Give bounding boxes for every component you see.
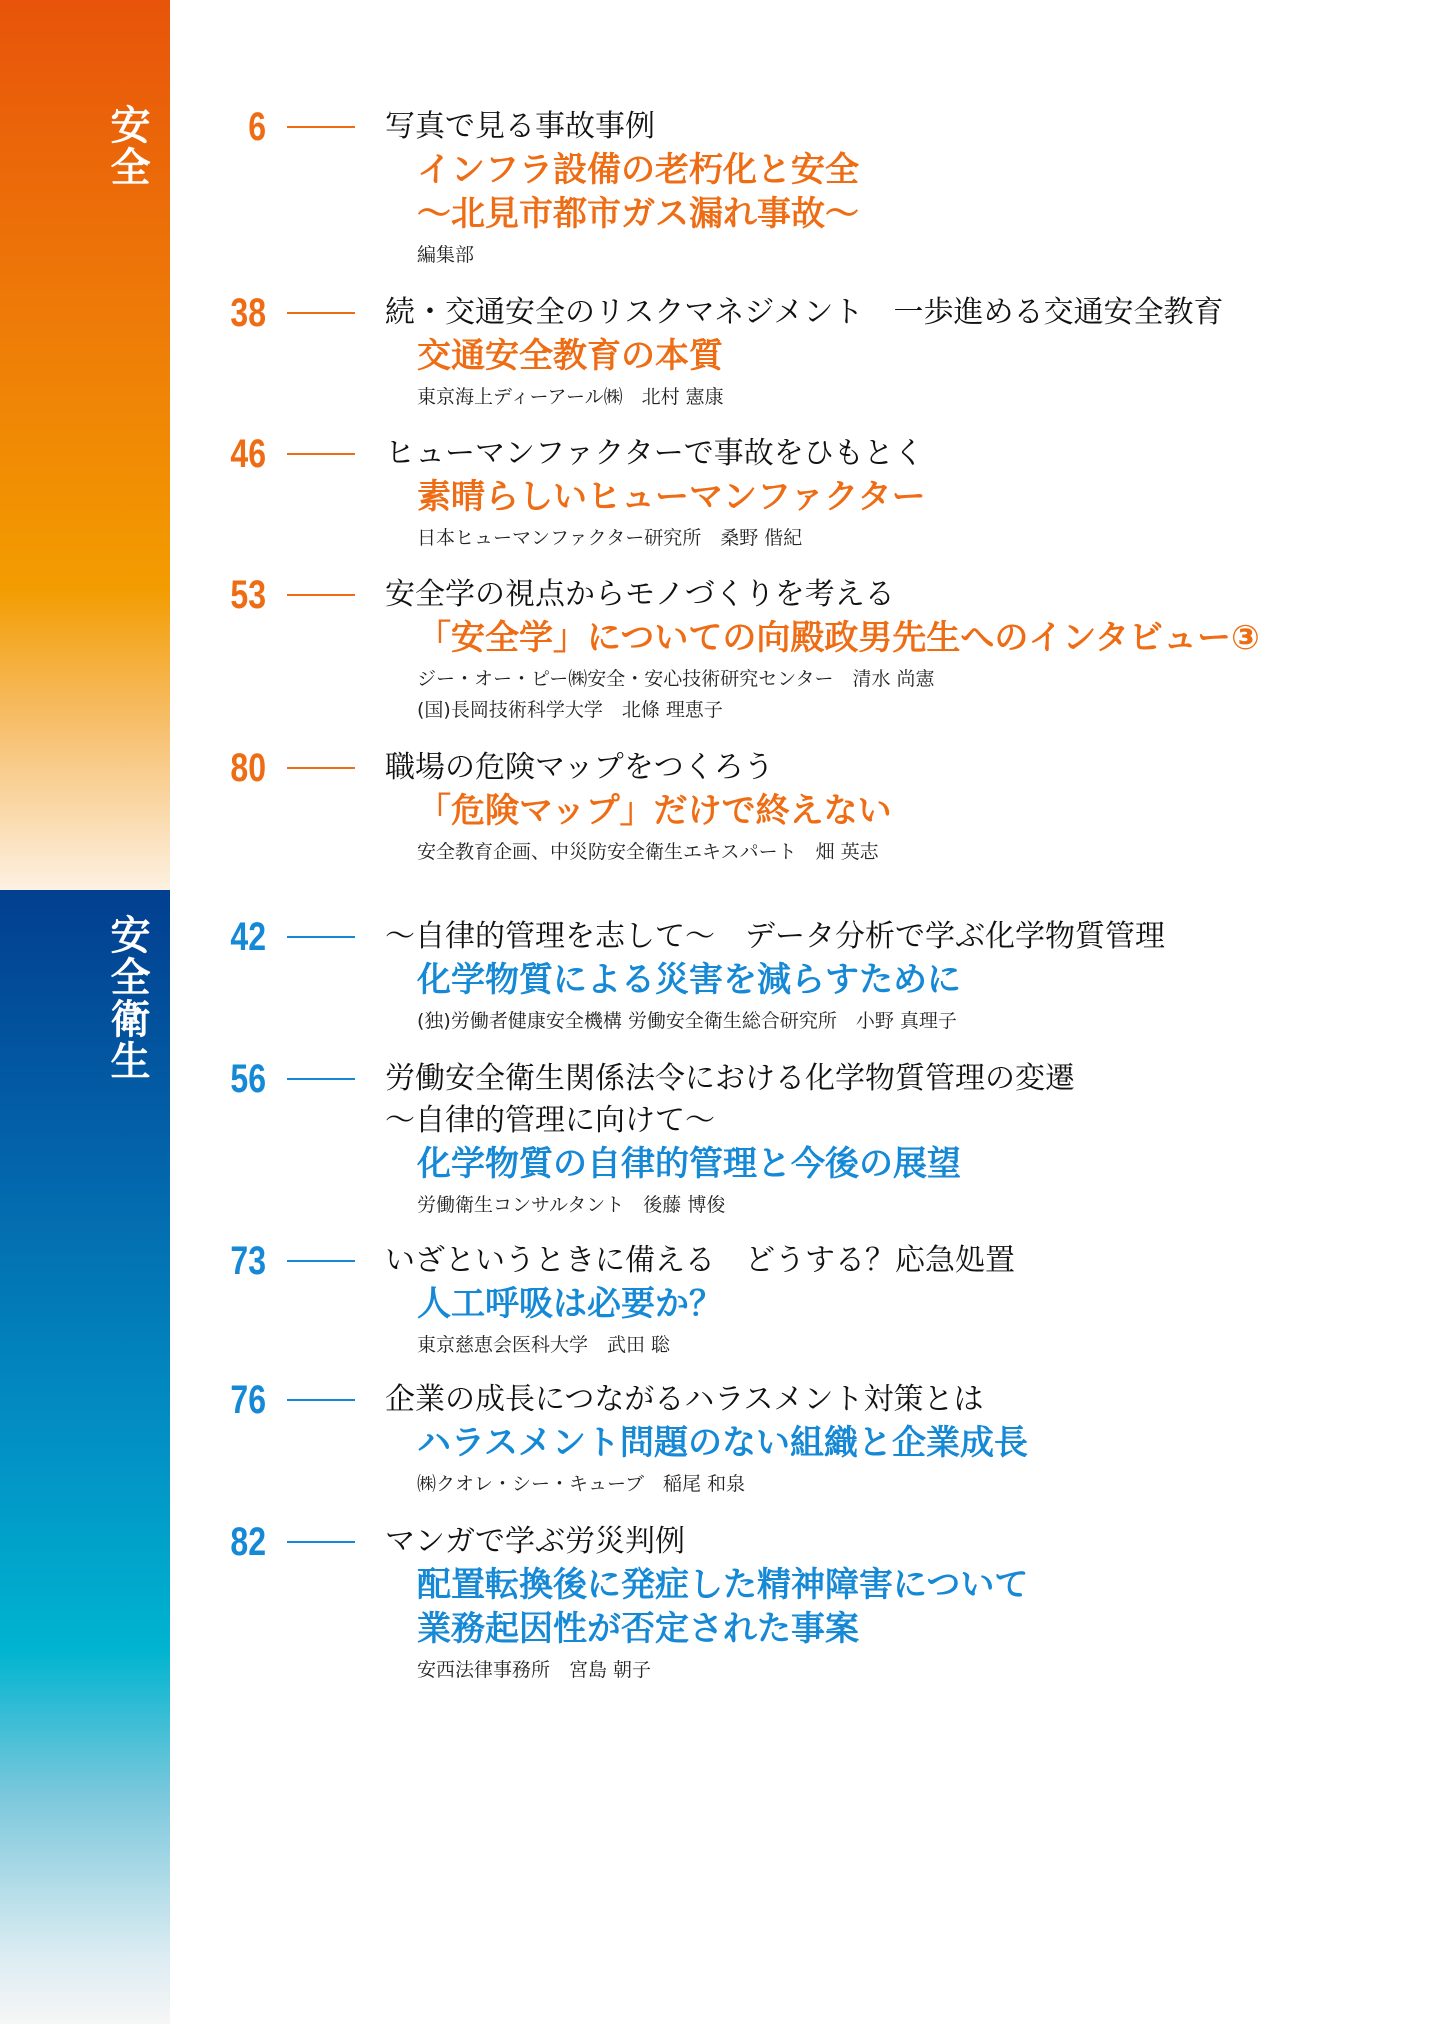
entry-heading: 労働安全衛生関係法令における化学物質管理の変遷 bbox=[385, 1061, 1075, 1096]
page-number: 38 bbox=[230, 291, 266, 335]
entry-title: 交通安全教育の本質 bbox=[417, 336, 723, 376]
page-number: 46 bbox=[230, 432, 266, 476]
entry-title: 「危険マップ」だけで終えない bbox=[417, 791, 892, 831]
section-label-safety-health: 安全衛生 bbox=[104, 914, 150, 1082]
entry-heading: ～自律的管理を志して～ データ分析で学ぶ化学物質管理 bbox=[385, 919, 1165, 954]
entry-heading: 職場の危険マップをつくろう bbox=[385, 750, 774, 785]
entry-title: 素晴らしいヒューマンファクター bbox=[417, 477, 926, 517]
page-number: 82 bbox=[230, 1520, 266, 1564]
section-label-safety: 安全 bbox=[104, 104, 150, 188]
entry-author: (独)労働者健康安全機構 労働安全衛生総合研究所 小野 真理子 bbox=[417, 1010, 957, 1032]
section-band-safety bbox=[0, 0, 170, 890]
leader-dash bbox=[287, 767, 355, 769]
entry-title: ～北見市都市ガス漏れ事故～ bbox=[417, 194, 859, 234]
entry-heading: いざというときに備える どうする？応急処置 bbox=[385, 1243, 1015, 1278]
entry-author: 日本ヒューマンファクター研究所 桑野 偕紀 bbox=[417, 527, 803, 549]
leader-dash bbox=[287, 1078, 355, 1080]
page-number: 80 bbox=[230, 746, 266, 790]
section-band-safety-health bbox=[0, 890, 170, 2024]
leader-dash bbox=[287, 1260, 355, 1262]
entry-title: 「安全学」についての向殿政男先生へのインタビュー③ bbox=[417, 618, 1260, 658]
page-number: 53 bbox=[230, 573, 266, 617]
entry-heading: 企業の成長につながるハラスメント対策とは bbox=[385, 1382, 984, 1417]
entry-title: 化学物質による災害を減らすために bbox=[417, 960, 961, 1000]
page-number: 6 bbox=[248, 105, 266, 149]
page-number: 73 bbox=[230, 1239, 266, 1283]
entry-author: 安西法律事務所 宮島 朝子 bbox=[417, 1659, 652, 1681]
entry-heading: マンガで学ぶ労災判例 bbox=[385, 1524, 685, 1559]
entry-author: (国)長岡技術科学大学 北條 理恵子 bbox=[417, 699, 723, 721]
entry-author: 東京海上ディーアール㈱ 北村 憲康 bbox=[417, 386, 724, 408]
entry-heading: ヒューマンファクターで事故をひもとく bbox=[385, 436, 924, 471]
entry-heading: 安全学の視点からモノづくりを考える bbox=[385, 577, 895, 612]
entry-author: 労働衛生コンサルタント 後藤 博俊 bbox=[417, 1194, 726, 1216]
entry-title: 化学物質の自律的管理と今後の展望 bbox=[417, 1144, 961, 1184]
entry-author: ジー・オー・ピー㈱安全・安心技術研究センター 清水 尚憲 bbox=[417, 668, 935, 690]
leader-dash bbox=[287, 936, 355, 938]
page-number: 42 bbox=[230, 915, 266, 959]
leader-dash bbox=[287, 126, 355, 128]
entry-author: 東京慈恵会医科大学 武田 聡 bbox=[417, 1334, 671, 1356]
page-number: 76 bbox=[230, 1378, 266, 1422]
leader-dash bbox=[287, 1541, 355, 1543]
entry-heading: 写真で見る事故事例 bbox=[385, 109, 655, 144]
entry-title: ハラスメント問題のない組織と企業成長 bbox=[417, 1423, 1028, 1463]
entry-title: 配置転換後に発症した精神障害について bbox=[417, 1565, 1029, 1605]
leader-dash bbox=[287, 312, 355, 314]
entry-title: インフラ設備の老朽化と安全 bbox=[417, 150, 859, 190]
entry-heading: ～自律的管理に向けて～ bbox=[385, 1103, 715, 1138]
entry-heading: 続・交通安全のリスクマネジメント 一歩進める交通安全教育 bbox=[385, 295, 1224, 330]
entry-title: 業務起因性が否定された事案 bbox=[417, 1609, 859, 1649]
entry-author: ㈱クオレ・シー・キューブ 稲尾 和泉 bbox=[417, 1473, 746, 1495]
entry-title: 人工呼吸は必要か？ bbox=[417, 1284, 723, 1324]
leader-dash bbox=[287, 1399, 355, 1401]
entry-author: 編集部 bbox=[417, 244, 475, 266]
entry-author: 安全教育企画、中災防安全衛生エキスパート 畑 英志 bbox=[417, 841, 879, 863]
leader-dash bbox=[287, 594, 355, 596]
leader-dash bbox=[287, 453, 355, 455]
page-number: 56 bbox=[230, 1057, 266, 1101]
